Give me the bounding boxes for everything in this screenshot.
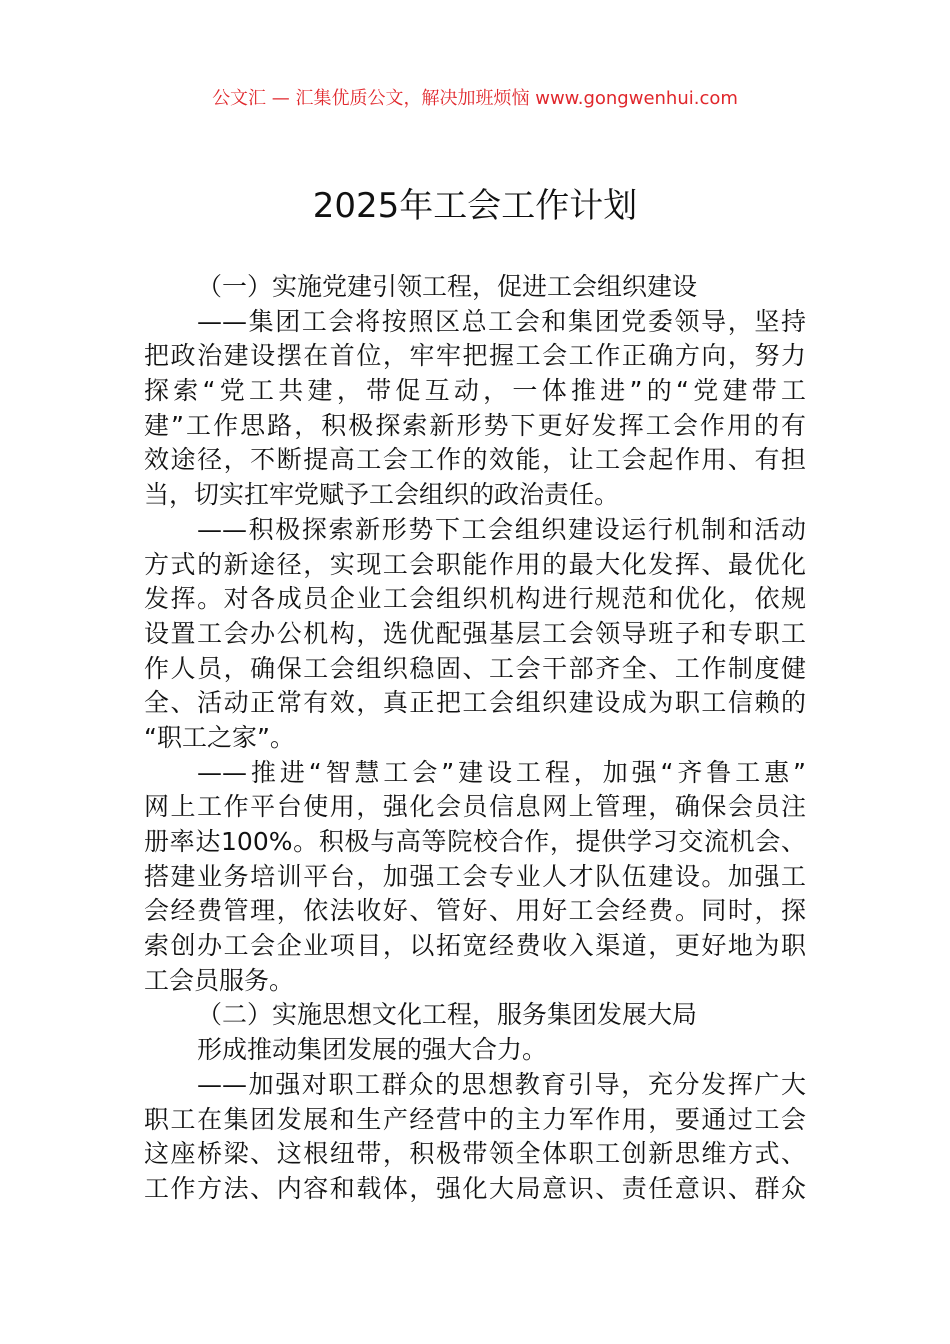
text-line: 会经费管理，依法收好、管好、用好工会经费。同时，探 [144, 896, 806, 926]
text-line: 册率达100%。积极与高等院校合作，提供学习交流机会、 [144, 827, 806, 856]
text-line: 网上工作平台使用，强化会员信息网上管理，确保会员注 [144, 792, 806, 822]
text-line: 全、活动正常有效，真正把工会组织建设成为职工信赖的 [144, 688, 806, 718]
text-line: 搭建业务培训平台，加强工会专业人才队伍建设。加强工 [144, 861, 806, 891]
text-line: ——积极探索新形势下工会组织建设运行机制和活动 [197, 514, 806, 544]
text-line: 探索“党工共建，带促互动，一体推进”的“党建带工 [144, 376, 806, 406]
text-line: 效途径，不断提高工会工作的效能，让工会起作用、有担 [144, 445, 806, 475]
text-line: ——推进“智慧工会”建设工程，加强“齐鲁工惠” [197, 757, 806, 787]
section-heading: （一）实施党建引领工程，促进工会组织建设 [197, 272, 698, 301]
text-line: 把政治建设摆在首位，牢牢把握工会工作正确方向，努力 [144, 341, 806, 371]
text-line: 方式的新途径，实现工会职能作用的最大化发挥、最优化 [144, 549, 806, 579]
text-line: 工会员服务。 [144, 965, 295, 995]
text-line: 建”工作思路，积极探索新形势下更好发挥工会作用的有 [144, 410, 806, 440]
text-line: ——集团工会将按照区总工会和集团党委领导，坚持 [197, 306, 806, 336]
section-heading: （二）实施思想文化工程，服务集团发展大局 [197, 1000, 698, 1030]
document-body [144, 270, 806, 1207]
watermark-banner: 公文汇 — 汇集优质公文，解决加班烦恼 www.gongwenhui.com [212, 88, 738, 109]
text-line: 索创办工会企业项目，以拓宽经费收入渠道，更好地为职 [144, 931, 806, 961]
text-line: 作人员，确保工会组织稳固、工会干部齐全、工作制度健 [144, 653, 806, 683]
document-title: 2025年工会工作计划 [312, 186, 638, 226]
text-line: 发挥。对各成员企业工会组织机构进行规范和优化，依规 [144, 584, 806, 614]
text-line: “职工之家”。 [144, 722, 295, 752]
text-line: 设置工会办公机构，选优配强基层工会领导班子和专职工 [144, 618, 806, 648]
text-line: 这座桥梁、这根纽带，积极带领全体职工创新思维方式、 [144, 1139, 806, 1169]
text-line: 工作方法、内容和载体，强化大局意识、责任意识、群众 [144, 1173, 806, 1203]
text-line: ——加强对职工群众的思想教育引导，充分发挥广大 [197, 1069, 806, 1099]
text-line: 当，切实扛牢党赋予工会组织的政治责任。 [144, 480, 620, 510]
text-line: 形成推动集团发展的强大合力。 [197, 1035, 548, 1065]
text-line: 职工在集团发展和生产经营中的主力军作用，要通过工会 [144, 1104, 806, 1134]
